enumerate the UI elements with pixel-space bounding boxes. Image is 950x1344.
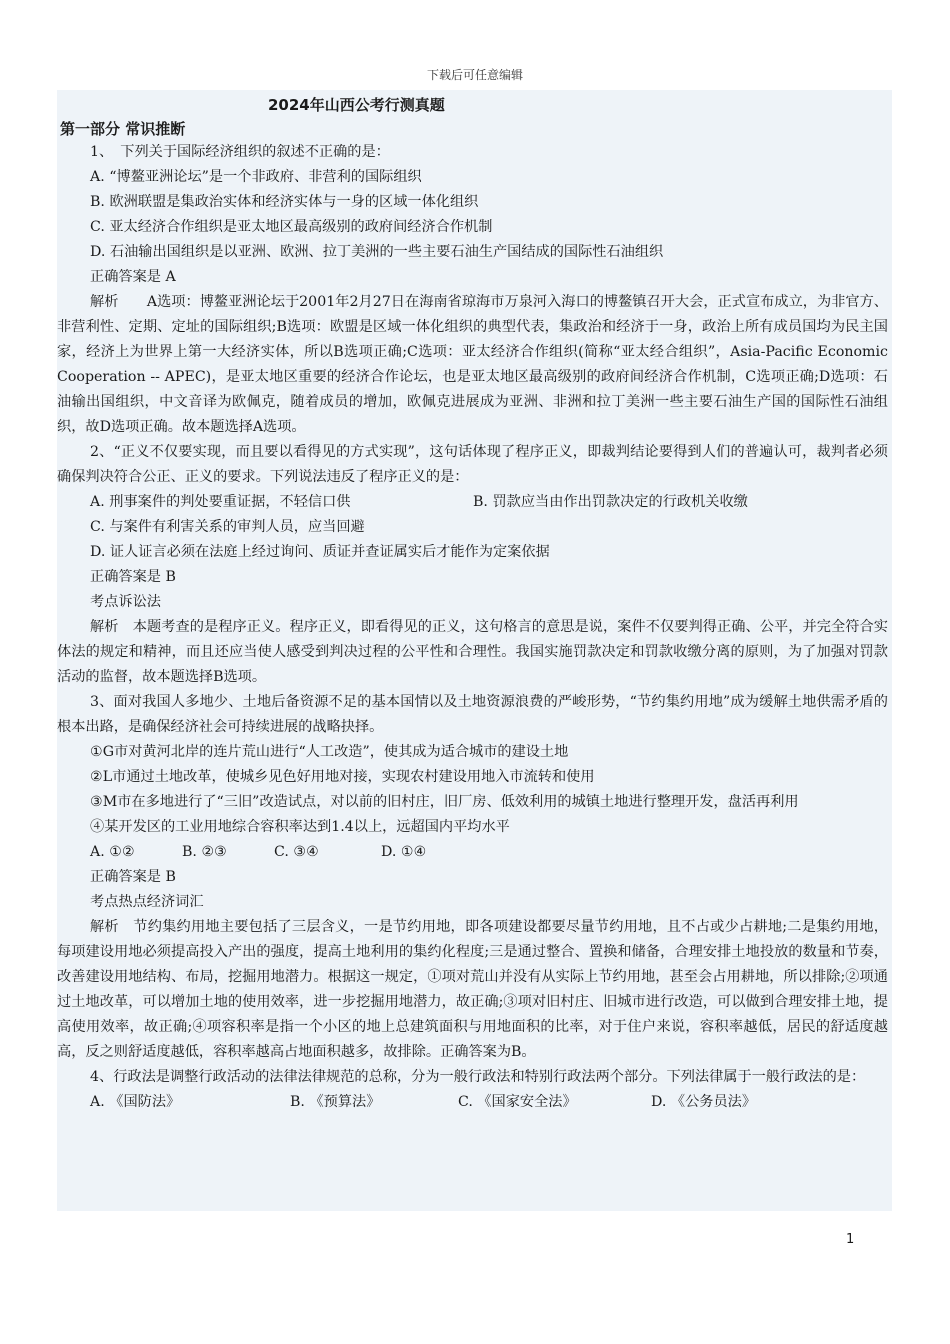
q3-statement-2: ②L市通过土地改革，使城乡见色好用地对接，实现农村建设用地入市流转和使用 bbox=[90, 769, 595, 785]
q4-option-c: C. 《国家安全法》 bbox=[458, 1094, 577, 1110]
q2-point: 考点诉讼法 bbox=[90, 594, 161, 610]
q2-stem: 2、“正义不仅要实现，而且要以看得见的方式实现”，这句话体现了程序正义，即裁判结论要得到人们的普遍认可，裁判者必须确保判决符合公正、正义的要求。下列说法违反了程序正义的是： bbox=[57, 444, 888, 485]
q1-option-d: D. 石油输出国组织是以亚洲、欧洲、拉丁美洲的一些主要石油生产国结成的国际性石油组织 bbox=[90, 244, 664, 260]
q3-analysis: 解析 节约集约用地主要包括了三层含义，一是节约用地，即各项建设都要尽量节约用地，且不占或少占耕地;二是集约用地，每项建设用地必须提高投入产出的强度，提高土地利用的集约化程度;三是通过整合、置换和储备，合理安排土地投放的数量和节奏，改善建设用地结构、布局，挖掘用地潜力。根据这一规定，①项对荒山并没有从实际上节约用地，甚至会占用耕地，所以排除;②项通过土地改革，可以增加土地的使用效率，进一步挖掘用地潜力，故正确;③项对旧村庄、旧城市进行改造，可以做到合理安排土地，提高使用效率，故正确;④项容积率是指一个小区的地上总建筑面积与用地面积的比率，对于住户来说，容积率越低，居民的舒适度越高，反之则舒适度越低，容积率越高占地面积越多，故排除。正确答案为B。 bbox=[57, 919, 888, 1060]
q3-option-c: C. ③④ bbox=[274, 844, 319, 860]
q2-option-b: B. 罚款应当由作出罚款决定的行政机关收缴 bbox=[473, 494, 748, 510]
document-title: 2024年山西公考行测真题 bbox=[268, 96, 445, 114]
q4-options-row bbox=[57, 1090, 892, 1115]
q3-answer: 正确答案是 B bbox=[90, 869, 176, 885]
q1-stem: 1、 下列关于国际经济组织的叙述不正确的是： bbox=[90, 144, 390, 160]
document-body bbox=[57, 90, 892, 1211]
q2-analysis: 解析 本题考查的是程序正义。程序正义，即看得见的正义，这句格言的意思是说，案件不仅要判得正确、公平，并完全符合实体法的规定和精神，而且还应当使人感受到判决过程的公平性和合理性。我国实施罚款决定和罚款收缴分离的原则，为了加强对罚款活动的监督，故本题选择B选项。 bbox=[57, 619, 888, 685]
q1-answer: 正确答案是 A bbox=[90, 269, 176, 285]
q3-stem: 3、面对我国人多地少、土地后备资源不足的基本国情以及土地资源浪费的严峻形势，“节约集约用地”成为缓解土地供需矛盾的根本出路，是确保经济社会可持续进展的战略抉择。 bbox=[57, 694, 888, 735]
q3-option-b: B. ②③ bbox=[182, 844, 227, 860]
q3-statement-3: ③M市在多地进行了“三旧”改造试点，对以前的旧村庄，旧厂房、低效利用的城镇土地进行整理开发，盘活再利用 bbox=[90, 794, 799, 810]
q3-option-a: A. ①② bbox=[90, 844, 135, 860]
q2-option-a: A. 刑事案件的判处要重证据，不轻信口供 bbox=[90, 494, 351, 510]
q1-analysis: 解析 A选项：博鳌亚洲论坛于2001年2月27日在海南省琼海市万泉河入海口的博鳌镇召开大会，正式宣布成立，为非官方、非营利性、定期、定址的国际组织;B选项：欧盟是区域一体化组织的典型代表，集政治和经济于一身，政治上所有成员国均为民主国家，经济上为世界上第一大经济实体，所以B选项正确;C选项：亚太经济合作组织(简称“亚太经合组织”，Asia-Pacific Economic Cooperation -- APEC)，是亚太地区重要的经济合作论坛，也是亚太地区最高级别的政府间经济合作机制，C选项正确;D选项：石油输出国组织，中文音译为欧佩克，随着成员的增加，欧佩克进展成为亚洲、非洲和拉丁美洲一些主要石油生产国的国际性石油组织，故D选项正确。故本题选择A选项。 bbox=[57, 294, 888, 435]
q3-statement-4: ④某开发区的工业用地综合容积率达到1.4以上，远超国内平均水平 bbox=[90, 819, 510, 835]
q3-options-row bbox=[57, 840, 892, 865]
page-number: 1 bbox=[846, 1232, 855, 1247]
section-title: 第一部分 常识推断 bbox=[60, 120, 186, 138]
q2-option-d: D. 证人证言必须在法庭上经过询问、质证并查证属实后才能作为定案依据 bbox=[90, 544, 550, 560]
q1-option-c: C. 亚太经济合作组织是亚太地区最高级别的政府间经济合作机制 bbox=[90, 219, 493, 235]
q4-stem: 4、行政法是调整行政活动的法律法律规范的总称，分为一般行政法和特别行政法两个部分。下列法律属于一般行政法的是： bbox=[90, 1069, 866, 1085]
q4-option-d: D. 《公务员法》 bbox=[651, 1094, 757, 1110]
q3-statement-1: ①G市对黄河北岸的连片荒山进行“人工改造”，使其成为适合城市的建设土地 bbox=[90, 744, 569, 760]
q4-option-b: B. 《预算法》 bbox=[290, 1094, 381, 1110]
q1-option-b: B. 欧洲联盟是集政治实体和经济实体与一身的区域一体化组织 bbox=[90, 194, 479, 210]
q2-options-row bbox=[57, 490, 892, 515]
page-header: 下载后可任意编辑 bbox=[426, 68, 523, 82]
q4-option-a: A. 《国防法》 bbox=[90, 1094, 181, 1110]
q3-option-d: D. ①④ bbox=[381, 844, 427, 860]
q2-option-c: C. 与案件有利害关系的审判人员，应当回避 bbox=[90, 519, 365, 535]
q2-answer: 正确答案是 B bbox=[90, 569, 176, 585]
q1-option-a: A. “博鳌亚洲论坛”是一个非政府、非营利的国际组织 bbox=[90, 169, 422, 185]
q3-point: 考点热点经济词汇 bbox=[90, 894, 204, 910]
